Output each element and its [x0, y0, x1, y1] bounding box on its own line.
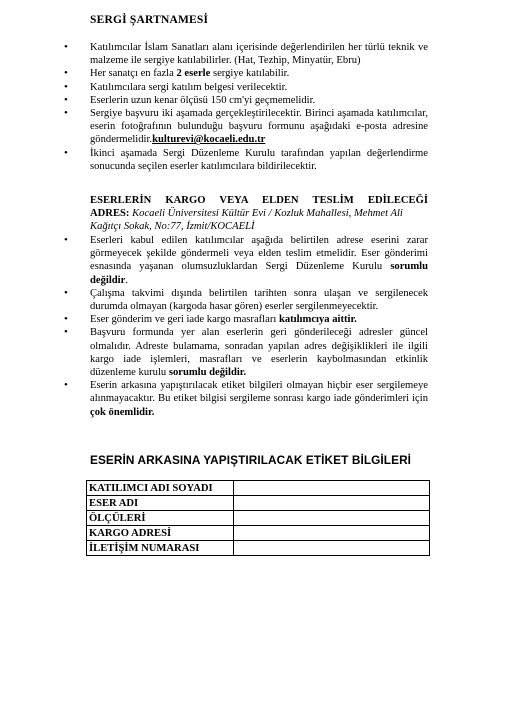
- label-field-value[interactable]: [234, 496, 430, 511]
- list-item: [62, 81, 428, 94]
- table-row: [87, 526, 430, 541]
- label-field-value[interactable]: [234, 541, 430, 556]
- list-item-text: Eserlerin uzun kenar ölçüsü 150 cm'yi geçmemelidir.: [90, 94, 316, 106]
- list-item-text: Sergiye başvuru iki aşamada gerçekleştirilecektir. Birinci aşamada katılımcılar, eserin fotoğrafının bulunduğu başvuru formunu aşağıdaki e-posta adresine göndermelidir.: [90, 108, 428, 146]
- label-field-name: ÖLÇÜLERİ: [87, 511, 234, 526]
- list-item-text: Eserin arkasına yapıştırılacak etiket bilgileri olmayan hiçbir eser sergilemeye alınmayacaktır. Bu etiket bilgisi sergileme sonrası kargo iade gönderimleri için: [90, 380, 428, 405]
- label-field-name: KARGO ADRESİ: [87, 526, 234, 541]
- label-field-value[interactable]: [234, 511, 430, 526]
- list-item-text: Katılımcılar İslam Sanatları alanı içerisinde değerlendirilen her türlü teknik ve malzeme ile sergiye katılabilirler. (Hat, Tezhip, Minyatür, Ebru): [90, 42, 428, 67]
- list-item-text: Çalışma takvimi dışında belirtilen tarihten sonra ulaşan ve sergilenecek durumda olmayan (kargoda hasar gören) eserler sergilenmeyecektir.: [90, 287, 428, 313]
- label-field-value[interactable]: [234, 481, 430, 496]
- list-item: [62, 94, 428, 107]
- list-item-text: 2 eserle: [176, 68, 211, 80]
- address-text: Kocaeli Üniversitesi Kültür Evi / Kozluk Mahallesi, Mehmet Ali Kağıtçı Sokak, No:77, İzmit/KOCAELİ: [90, 208, 403, 233]
- list-item-text: sorumlu değildir.: [168, 367, 247, 379]
- label-field-name: İLETİŞİM NUMARASI: [87, 541, 234, 556]
- cargo-heading: ESERLERİN KARGO VEYA ELDEN TESLİM EDİLECEĞİ: [90, 195, 428, 206]
- list-item-text: İkinci aşamada Sergi Düzenleme Kurulu tarafından yapılan değerlendirme sonucunda seçilen eserler katılımcılara bildirilecektir.: [90, 147, 428, 172]
- list-item-text: Başvuru formunda yer alan eserlerin geri gönderileceği adresler güncel olmalıdır. Adreste bulamama, sonradan yapılan adres değişiklikleri ile ilgili kargo iade işlemleri, masrafları ve eserlerin kaybolmasından etkinlik düzenleme kurulu: [90, 327, 428, 379]
- list-item: [62, 107, 428, 147]
- cargo-address-block: [90, 194, 428, 234]
- list-item-text: sergiye katılabilir.: [210, 68, 290, 80]
- list-item-text: Eserleri kabul edilen katılımcılar aşağıda belirtilen adrese eserini zarar görmeyecek şekilde göndermeli veya elden teslim etmelidir. Eser gönderimi esnasında yaşanan olumsuzluklardan Sergi Düzenleme Kurulu: [90, 235, 428, 273]
- list-item: [62, 379, 428, 419]
- list-item: [62, 313, 428, 326]
- list-item-text: katılımcıya aittir.: [278, 314, 357, 326]
- email-link[interactable]: kulturevi@kocaeli.edu.tr: [152, 134, 266, 146]
- list-item: [62, 41, 428, 67]
- table-row: [87, 481, 430, 496]
- label-section-title: ESERİN ARKASINA YAPIŞTIRILACAK ETİKET BİLGİLERİ: [90, 453, 412, 467]
- label-field-name: ESER ADI: [87, 496, 234, 511]
- list-item: [62, 234, 428, 287]
- table-row: [87, 541, 430, 556]
- conditions-list: [62, 41, 428, 173]
- list-item: [62, 147, 428, 173]
- label-field-name: KATILIMCI ADI SOYADI: [87, 481, 234, 496]
- label-info-table: [86, 480, 430, 556]
- list-item-text: Eser gönderim ve geri iade kargo masrafları: [90, 314, 279, 326]
- table-row: [87, 511, 430, 526]
- list-item: [62, 326, 428, 379]
- list-item-text: sorumlu değildir: [90, 261, 428, 286]
- list-item: [62, 67, 428, 80]
- list-item-text: Katılımcılara sergi katılım belgesi verilecektir.: [90, 81, 288, 93]
- address-label: ADRES:: [90, 208, 130, 220]
- shipping-rules-list: [62, 234, 428, 419]
- list-item: [62, 287, 428, 313]
- table-row: [87, 496, 430, 511]
- list-item-text: çok önemlidir.: [90, 406, 155, 418]
- page-title: SERGİ ŞARTNAMESİ: [90, 14, 209, 26]
- list-item-text: .: [125, 274, 128, 286]
- list-item-text: Her sanatçı en fazla: [90, 68, 177, 80]
- label-field-value[interactable]: [234, 526, 430, 541]
